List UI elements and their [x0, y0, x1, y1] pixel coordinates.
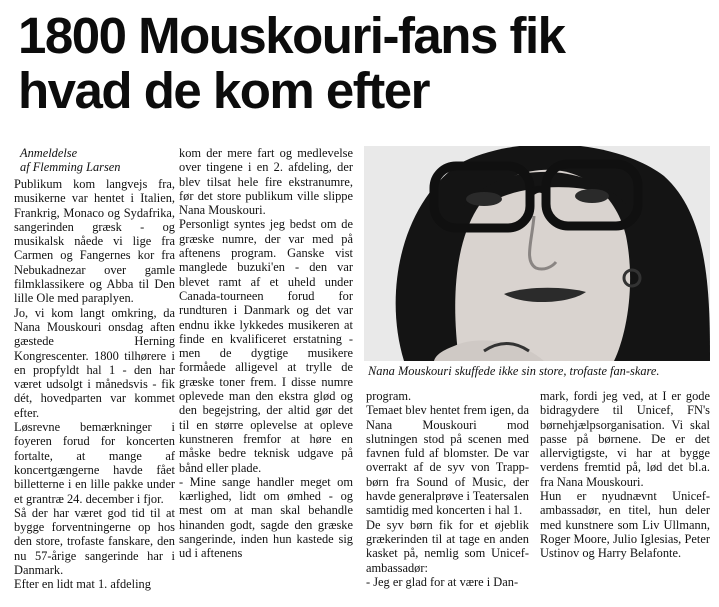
article-column-3 — [366, 389, 529, 589]
paragraph: Efter en lidt mat 1. afdeling — [14, 577, 151, 592]
portrait-illustration — [364, 146, 710, 361]
paragraph: mark, fordi jeg ved, at I er gode bidragydere til Unicef, FN's børnehjælpsorganisation. Vi skal passe på børnene. De er det allervigtigste, vi har at bygge verdens fremtid på, lød det bl.a. fra Nana Mouskouri. — [540, 389, 710, 489]
paragraph: Hun er nyudnævnt Unicef-ambassadør, en titel, hun deler med kunstnere som Liv Ullmann, Roger Moore, Julio Iglesias, Peter Ustinov og Harry Belafonte. — [540, 489, 710, 561]
headline-line-2: hvad de kom efter — [18, 62, 429, 119]
byline-label: Anmeldelse — [20, 146, 78, 160]
paragraph: kom der mere fart og medlevelse over tingene i en 2. afdeling, der blev tilsat hele fire ekstranumre, før det store publikum ville slippe Nana Mouskouri. — [179, 146, 353, 218]
headline-line-1: 1800 Mouskouri-fans fik — [18, 7, 565, 64]
article-photo — [364, 146, 710, 361]
article-column-1 — [14, 146, 175, 592]
paragraph: - Jeg er glad for at være i Dan- — [366, 574, 519, 589]
paragraph: Så der har været god tid til at bygge forventningerne op hos den store, trofaste fanskare, den nu 57-årige sangerinde har i Danmark. — [14, 505, 175, 578]
article-column-2 — [179, 146, 353, 561]
headline — [18, 8, 718, 118]
paragraph: Publikum kom langvejs fra, musikerne var hentet i Italien, Frankrig, Monaco og Sydafrika, sangerinden græsk - og musikalsk nåede vi lige fra Carmen og Fangernes kor fra Nebukadnezar over gamle filmklassikere og Abba til Den lille Ole med paraplyen. — [14, 177, 175, 306]
photo-caption: Nana Mouskouri skuffede ikke sin store, trofaste fan-skare. — [368, 364, 660, 378]
paragraph: Jo, vi kom langt omkring, da Nana Mouskouri onsdag aften gæstede Herning Kongrescenter. 1800 tilhørere i en propfyldt hal 1 - den har været udsolgt i månedsvis - fik dét, hovedparten var kommet efter. — [14, 305, 175, 420]
paragraph: program. — [366, 389, 412, 403]
paragraph: Løsrevne bemærkninger i foyeren forud for koncerten fortalte, at mange af koncertgængerne havde fået billetterne i en lille pakke under et grantræ 24. december i fjor. — [14, 420, 175, 506]
paragraph: Personligt syntes jeg bedst om de græske numre, der var med på aftenens program. Ganske vist manglede buzuki'en - den var blevet ramt af et uheld under Canada-tourneen forud for rundturen i Danmark og det var endnu ikke lykkedes musikeren at finde en kvalificeret erstatning - men de dygtige musikere formåede alligevel at trylle de græske toner frem. I disse numre oplevede man den ekstra glød og den begejstring, der altid gør det til en større oplevelse at opleve kunstneren fremfor at høre en måske bedre teknisk udgave på bånd eller plade. — [179, 217, 353, 475]
article-column-4 — [540, 389, 710, 561]
byline-author: af Flemming Larsen — [20, 160, 121, 174]
paragraph: Temaet blev hentet frem igen, da Nana Mouskouri mod slutningen stod på scenen med favnen fuld af blomster. De var overrakt af de syv von Trapp-børn fra Sound of Music, der havde generalprøve i Teatersalen samtidig med koncerten i hal 1. — [366, 403, 529, 518]
paragraph: De syv børn fik for et øjeblik grækerinden til at tage en anden kasket på, nemlig som Unicef-ambassadør: — [366, 517, 529, 575]
paragraph: - Mine sange handler meget om kærlighed, lidt om ømhed - og mest om at man skal behandle hinanden godt, sagde den græske sangerinde, inden hun kastede sig ud i aftenens — [179, 474, 353, 561]
